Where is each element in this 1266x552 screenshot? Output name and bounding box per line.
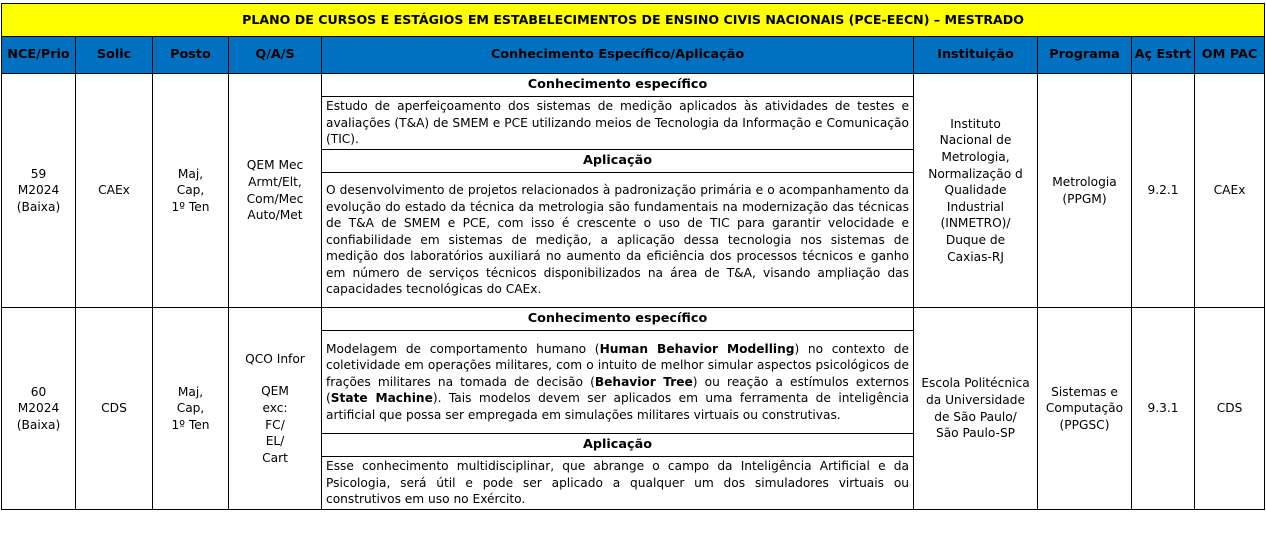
cell-posto [153,74,229,308]
instituicao-line: Nacional de [939,133,1012,148]
nce-number: 59 [30,166,47,181]
posto-line: Maj, [177,166,204,181]
posto-line: Cap, [176,401,205,416]
aplicacao-text: O desenvolvimento de projetos relacionados à padronização primária e o acompanhamento da evolução do estado da técnica da metrologia são fundamentais na modernização das técnicas de T&A de SMEM e PCE, com isso é crescente o uso de TIC para garantir velocidade e confiabilidade em sistemas de medição, a aplicação dessa tecnologia nos sistemas de medição dos laboratórios auxiliará no aumento da eficiência dos processos técnicos e ganho em número de serviços técnicos disponibilizados na área de T&A, visando ampliação das capacidades tecnológicas do CAEx. [322,173,914,308]
cell-instituicao [914,74,1038,308]
subheader-conhecimento: Conhecimento específico [322,308,914,331]
qas-line: Cart [262,450,288,465]
header-acao: Aç Estrt [1132,37,1195,74]
qas-line: FC/ [265,417,285,432]
subheader-aplicacao: Aplicação [322,150,914,173]
instituicao-line: (INMETRO)/ [940,216,1011,231]
nce-priority: (Baixa) [16,199,61,214]
posto-line: Cap, [176,183,205,198]
cell-instituicao [914,308,1038,510]
qas-line: Armt/Elt, [248,174,302,189]
instituicao-line: Qualidade [944,183,1007,198]
posto-line: 1º Ten [171,199,210,214]
cell-posto [153,308,229,510]
cell-solic: CAEx [76,74,153,308]
instituicao-line: da Universidade [925,392,1025,407]
qas-spacer [229,367,321,383]
table-row [2,308,1265,331]
nce-number: 60 [30,384,47,399]
courses-table [1,3,1265,510]
header-nce: NCE/Prio [2,37,76,74]
qas-line: QEM Mec [246,158,304,173]
cell-nce [2,74,76,308]
qas-line: EL/ [265,434,285,449]
conhecimento-text [322,331,914,434]
posto-line: Maj, [177,384,204,399]
qas-line: exc: [262,400,288,415]
cell-om: CAEx [1195,74,1265,308]
programa-line: (PPGSC) [1059,417,1110,432]
text-run: ) no contexto de coletividade em operações militares, com o intuito de melhor simular aspectos psicológicos de frações militares na tomada de decisão ( [326,341,910,389]
programa-line: (PPGM) [1062,191,1107,206]
nce-code: M2024 [17,183,60,198]
header-programa: Programa [1038,37,1132,74]
posto-line: 1º Ten [171,417,210,432]
instituicao-line: de São Paulo/ [934,409,1017,424]
header-instituicao: Instituição [914,37,1038,74]
instituicao-line: Normalização d [928,166,1023,181]
programa-line: Computação [1045,401,1124,416]
subheader-conhecimento: Conhecimento específico [322,74,914,97]
instituicao-line: Instituto [950,116,1001,131]
header-om: OM PAC [1195,37,1265,74]
cell-acao: 9.2.1 [1132,74,1195,308]
instituicao-line: Caxias-RJ [947,249,1004,264]
programa-line: Sistemas e [1051,384,1118,399]
cell-acao: 9.3.1 [1132,308,1195,510]
cell-om: CDS [1195,308,1265,510]
programa-line: Metrologia [1052,174,1117,189]
header-qas: Q/A/S [229,37,322,74]
text-run: ). Tais modelos devem ser aplicados em uma ferramenta de inteligência artificial que possa ser empregada em simulações militares virtuais ou construtivas. [326,391,909,422]
nce-priority: (Baixa) [16,417,61,432]
cell-qas [229,74,322,308]
qas-line: QEM [261,384,289,399]
text-run: ) ou reação a estímulos externos ( [326,374,909,406]
term-bold: State Machine [330,391,433,406]
instituicao-line: Duque de [945,232,1006,247]
header-conhecimento: Conhecimento Específico/Aplicação [322,37,914,74]
header-posto: Posto [153,37,229,74]
cell-programa [1038,74,1132,308]
text-run: Modelagem de comportamento humano ( [326,341,600,356]
qas-line: Auto/Met [247,208,303,223]
cell-nce [2,308,76,510]
table-row [2,74,1265,97]
qas-line: QCO Infor [245,351,305,366]
term-bold: Behavior Tree [594,374,693,389]
instituicao-line: Escola Politécnica [921,376,1030,391]
subheader-aplicacao: Aplicação [322,434,914,457]
instituicao-line: São Paulo-SP [935,426,1016,441]
cell-programa [1038,308,1132,510]
cell-qas [229,308,322,510]
header-solic: Solic [76,37,153,74]
instituicao-line: Metrologia, [941,150,1010,165]
instituicao-line: Industrial [946,199,1005,214]
cell-solic: CDS [76,308,153,510]
table-title: PLANO DE CURSOS E ESTÁGIOS EM ESTABELECIMENTOS DE ENSINO CIVIS NACIONAIS (PCE-EECN) – MESTRADO [2,4,1265,37]
nce-code: M2024 [17,401,60,416]
qas-line: Com/Mec [246,191,304,206]
conhecimento-text: Estudo de aperfeiçoamento dos sistemas de medição aplicados às atividades de testes e avaliações (T&A) de SMEM e PCE utilizando meios de Tecnologia da Informação e Comunicação (TIC). [322,97,914,150]
aplicacao-text: Esse conhecimento multidisciplinar, que abrange o campo da Inteligência Artificial e da Psicologia, será útil e pode ser aplicado a qualquer um dos simuladores virtuais ou construtivos em uso no Exército. [322,457,914,510]
term-bold: Human Behavior Modelling [599,341,795,356]
